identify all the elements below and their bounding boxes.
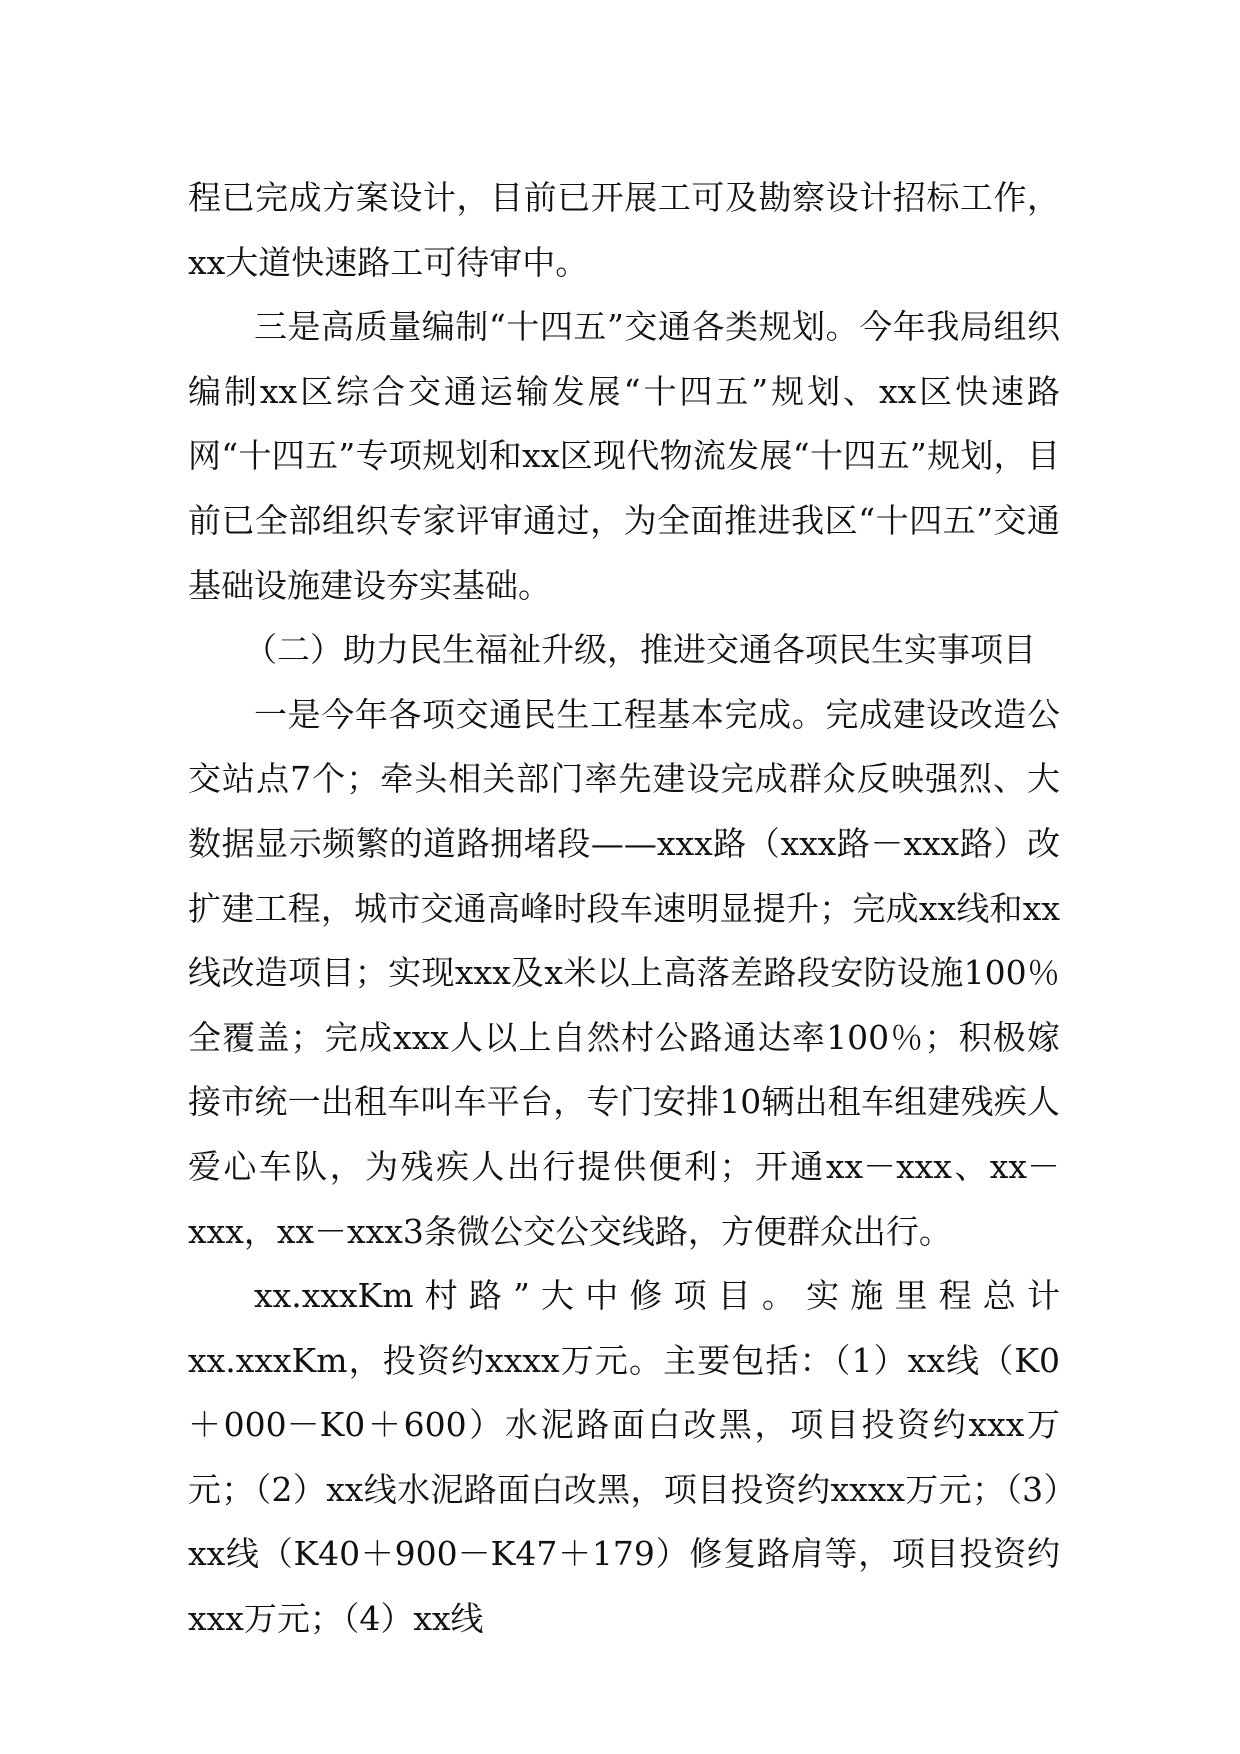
section-heading: （二）助力民生福祉升级，推进交通各项民生实事项目 bbox=[244, 630, 1036, 670]
paragraph-continuation: 程已完成方案设计，目前已开展工可及勘察设计招标工作，xx大道快速路工可待审中。 bbox=[188, 178, 1060, 282]
document-body bbox=[188, 166, 1060, 1652]
paragraph-road-repair: xx.xxxKm村路”大中修项目。实施里程总计xx.xxxKm，投资约xxxx万元。主要包括：（1）xx线（K0＋000－K0＋600）水泥路面白改黑，项目投资约xxx万元；（2）xx线水泥路面白改黑，项目投资约xxxx万元；（3）xx线（K40＋900－K47＋179）修复路肩等，项目投资约xxx万元；（4）xx线 bbox=[188, 1276, 1060, 1639]
paragraph-planning: 三是高质量编制“十四五”交通各类规划。今年我局组织编制xx区综合交通运输发展“十四五”规划、xx区快速路网“十四五”专项规划和xx区现代物流发展“十四五”规划，目前已全部组织专家评审通过，为全面推进我区“十四五”交通基础设施建设夯实基础。 bbox=[188, 307, 1060, 605]
paragraph-livelihood-projects: 一是今年各项交通民生工程基本完成。完成建设改造公交站点7个；牵头相关部门率先建设完成群众反映强烈、大数据显示频繁的道路拥堵段——xxx路（xxx路－xxx路）改扩建工程，城市交通高峰时段车速明显提升；完成xx线和xx线改造项目；实现xxx及x米以上高落差路段安防设施100％全覆盖；完成xxx人以上自然村公路通达率100％；积极嫁接市统一出租车叫车平台，专门安排10辆出租车组建残疾人爱心车队，为残疾人出行提供便利；开通xx－xxx、xx－xxx，xx－xxx3条微公交公交线路，方便群众出行。 bbox=[188, 694, 1060, 1251]
